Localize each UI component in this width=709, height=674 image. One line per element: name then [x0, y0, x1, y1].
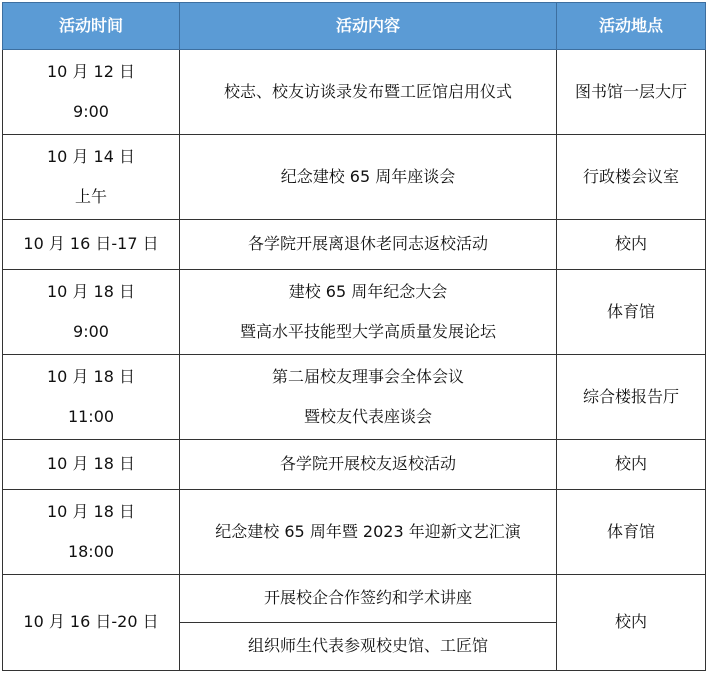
table-row	[3, 574, 706, 622]
content-cell: 组织师生代表参观校史馆、工匠馆	[180, 622, 557, 670]
table-row	[3, 134, 706, 219]
time-hour: 18:00	[67, 541, 115, 561]
time-date: 10 月 12 日	[47, 61, 135, 81]
time-hour: 上午	[74, 186, 107, 206]
header-content: 活动内容	[180, 3, 557, 50]
content-text: 暨校友代表座谈会	[303, 406, 432, 426]
time-cell	[3, 489, 180, 574]
time-date: 10 月 18 日	[47, 281, 135, 301]
content-cell	[180, 489, 557, 574]
place-cell: 行政楼会议室	[557, 134, 706, 219]
time-cell	[3, 50, 180, 135]
table-row	[3, 269, 706, 354]
place-cell: 图书馆一层大厅	[557, 50, 706, 135]
time-hour: 9:00	[73, 321, 109, 341]
table-row	[3, 219, 706, 269]
place-cell: 体育馆	[557, 269, 706, 354]
time-hour: 9:00	[73, 101, 109, 121]
header-place: 活动地点	[557, 3, 706, 50]
content-cell: 开展校企合作签约和学术讲座	[180, 574, 557, 622]
time-date: 10 月 18 日	[47, 366, 135, 386]
table-row	[3, 354, 706, 439]
content-cell	[180, 134, 557, 219]
content-text: 纪念建校 65 周年暨 2023 年迎新文艺汇演	[215, 521, 521, 541]
time-cell	[3, 354, 180, 439]
table-row	[3, 439, 706, 489]
place-cell: 体育馆	[557, 489, 706, 574]
time-cell: 10 月 16 日-17 日	[3, 219, 180, 269]
time-date: 10 月 18 日	[47, 501, 135, 521]
header-time: 活动时间	[3, 3, 180, 50]
header-row	[3, 3, 706, 50]
time-hour: 11:00	[67, 406, 115, 426]
place-cell: 校内	[557, 439, 706, 489]
content-cell	[180, 269, 557, 354]
content-cell	[180, 50, 557, 135]
content-text: 第二届校友理事会全体会议	[271, 366, 464, 386]
content-text: 纪念建校 65 周年座谈会	[280, 166, 456, 186]
place-cell: 校内	[557, 219, 706, 269]
content-cell	[180, 354, 557, 439]
content-text: 校志、校友访谈录发布暨工匠馆启用仪式	[223, 81, 512, 101]
activity-schedule-table	[2, 2, 706, 671]
time-cell: 10 月 18 日	[3, 439, 180, 489]
place-cell: 综合楼报告厅	[557, 354, 706, 439]
table-row	[3, 50, 706, 135]
content-text: 建校 65 周年纪念大会	[288, 281, 448, 301]
place-cell: 校内	[557, 574, 706, 670]
content-text: 暨高水平技能型大学高质量发展论坛	[239, 321, 496, 341]
time-cell	[3, 269, 180, 354]
content-cell: 各学院开展离退休老同志返校活动	[180, 219, 557, 269]
time-date: 10 月 14 日	[47, 146, 135, 166]
table-row	[3, 489, 706, 574]
content-cell: 各学院开展校友返校活动	[180, 439, 557, 489]
time-cell	[3, 134, 180, 219]
time-cell: 10 月 16 日-20 日	[3, 574, 180, 670]
